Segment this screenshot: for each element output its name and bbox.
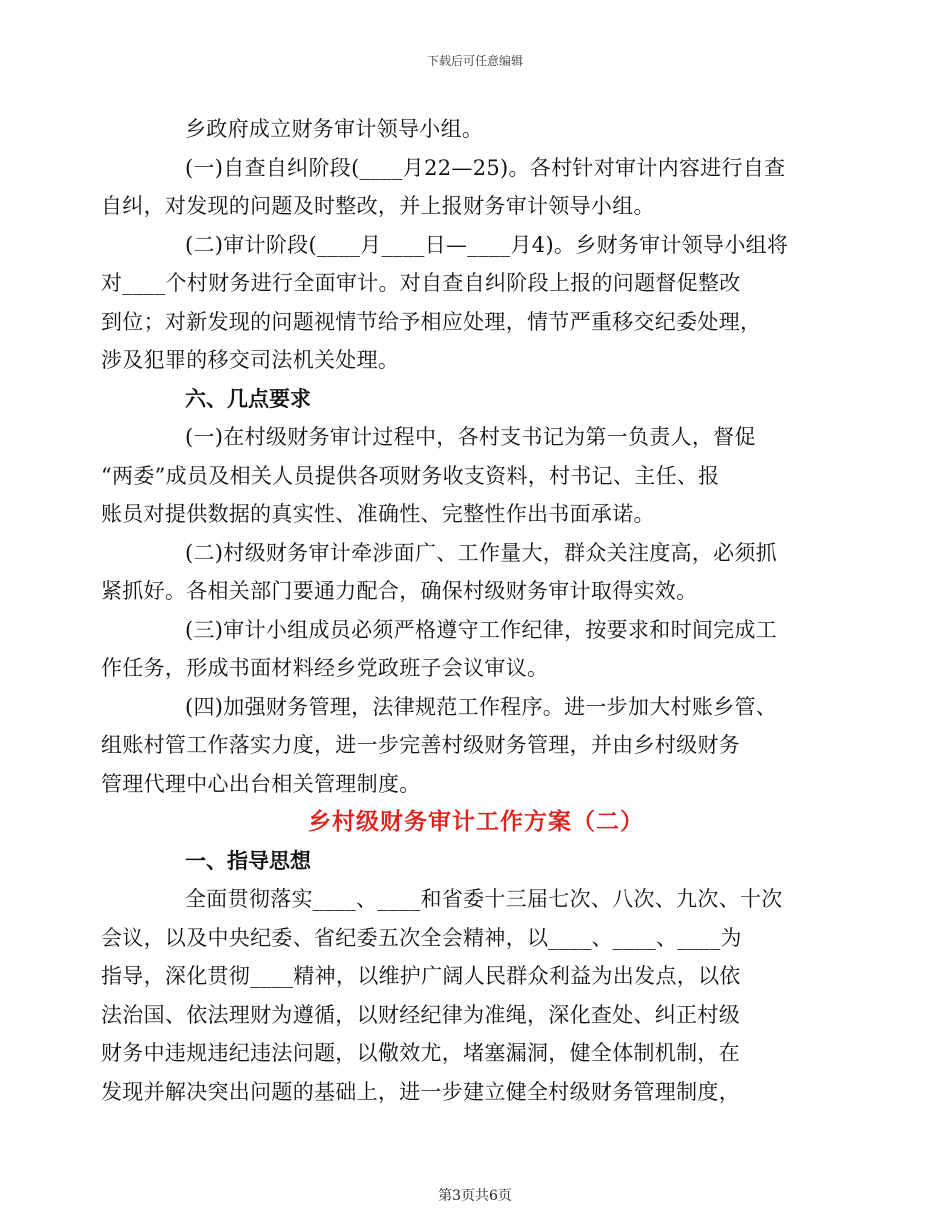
text-line: (一)在村级财务审计过程中，各村支书记为第一负责人，督促 <box>185 425 756 449</box>
text-line: 组账村管工作落实力度，进一步完善村级财务管理，并由乡村级财务 <box>101 733 740 757</box>
paragraph-stage2 <box>101 226 809 380</box>
section-heading-requirements: 六、几点要求 <box>185 386 311 411</box>
text-line: 账员对提供数据的真实性、准确性、完整性作出书面承诺。 <box>101 502 655 526</box>
text-line: (三)审计小组成员必须严格遵守工作纪律，按要求和时间完成工 <box>185 617 778 642</box>
text-line: (二)村级财务审计牵涉面广、工作量大，群众关注度高，必须抓 <box>185 540 778 565</box>
paragraph-intro <box>143 110 809 149</box>
document-title: 乡村级财务审计工作方案（二） <box>308 809 644 835</box>
paragraph-req2 <box>101 534 809 611</box>
text-line: 乡政府成立财务审计领导小组。 <box>185 117 484 141</box>
text-line: 全面贯彻落实____、____和省委十三届七次、八次、九次、十次 <box>185 887 783 911</box>
paragraph-req1 <box>101 418 809 534</box>
text-line: 指导，深化贯彻____精神，以维护广阔人民群众利益为出发点，以依 <box>101 964 741 988</box>
paragraph-req4 <box>101 688 809 804</box>
text-line: 发现并解决突出问题的基础上，进一步建立健全村级财务管理制度， <box>101 1079 740 1104</box>
text-line: 涉及犯罪的移交司法机关处理。 <box>101 348 400 372</box>
text-line: 对____个村财务进行全面审计。对自查自纠阶段上报的问题督促整改 <box>101 271 741 295</box>
paragraph-guiding-thought <box>101 880 809 1111</box>
text-line: 法治国、依法理财为遵循，以财经纪律为准绳，深化查处、纠正村级 <box>101 1002 740 1027</box>
document-body <box>101 110 809 1111</box>
text-line: (二)审计阶段(____月____日—____月4)。乡财务审计领导小组将 <box>185 232 789 257</box>
page-header: 下载后可任意编辑 <box>426 54 523 68</box>
text-line: 自纠，对发现的问题及时整改，并上报财务审计领导小组。 <box>101 194 655 218</box>
text-line: 紧抓好。各相关部门要通力配合，确保村级财务审计取得实效。 <box>101 579 698 603</box>
paragraph-req3 <box>101 611 809 688</box>
text-line: (一)自查自纠阶段(____月22—25)。各村针对审计内容进行自查 <box>185 155 786 180</box>
text-line: 会议，以及中央纪委、省纪委五次全会精神，以____、____、____为 <box>101 925 742 950</box>
text-line: 管理代理中心出台相关管理制度。 <box>101 771 421 796</box>
text-line: “两委”成员及相关人员提供各项财务收支资料，村书记、主任、报 <box>101 463 720 488</box>
text-line: 作任务，形成书面材料经乡党政班子会议审议。 <box>101 656 549 680</box>
paragraph-stage1 <box>101 149 809 226</box>
text-line: 到位；对新发现的问题视情节给予相应处理，情节严重移交纪委处理， <box>101 309 762 334</box>
text-line: 财务中违规违纪违法问题，以儆效尤，堵塞漏洞，健全体制机制，在 <box>101 1041 740 1065</box>
text-line: (四)加强财务管理，法律规范工作程序。进一步加大村账乡管、 <box>185 694 778 719</box>
page-footer: 第3页共6页 <box>438 1188 512 1204</box>
section-heading-guiding-thought: 一、指导思想 <box>185 848 311 873</box>
